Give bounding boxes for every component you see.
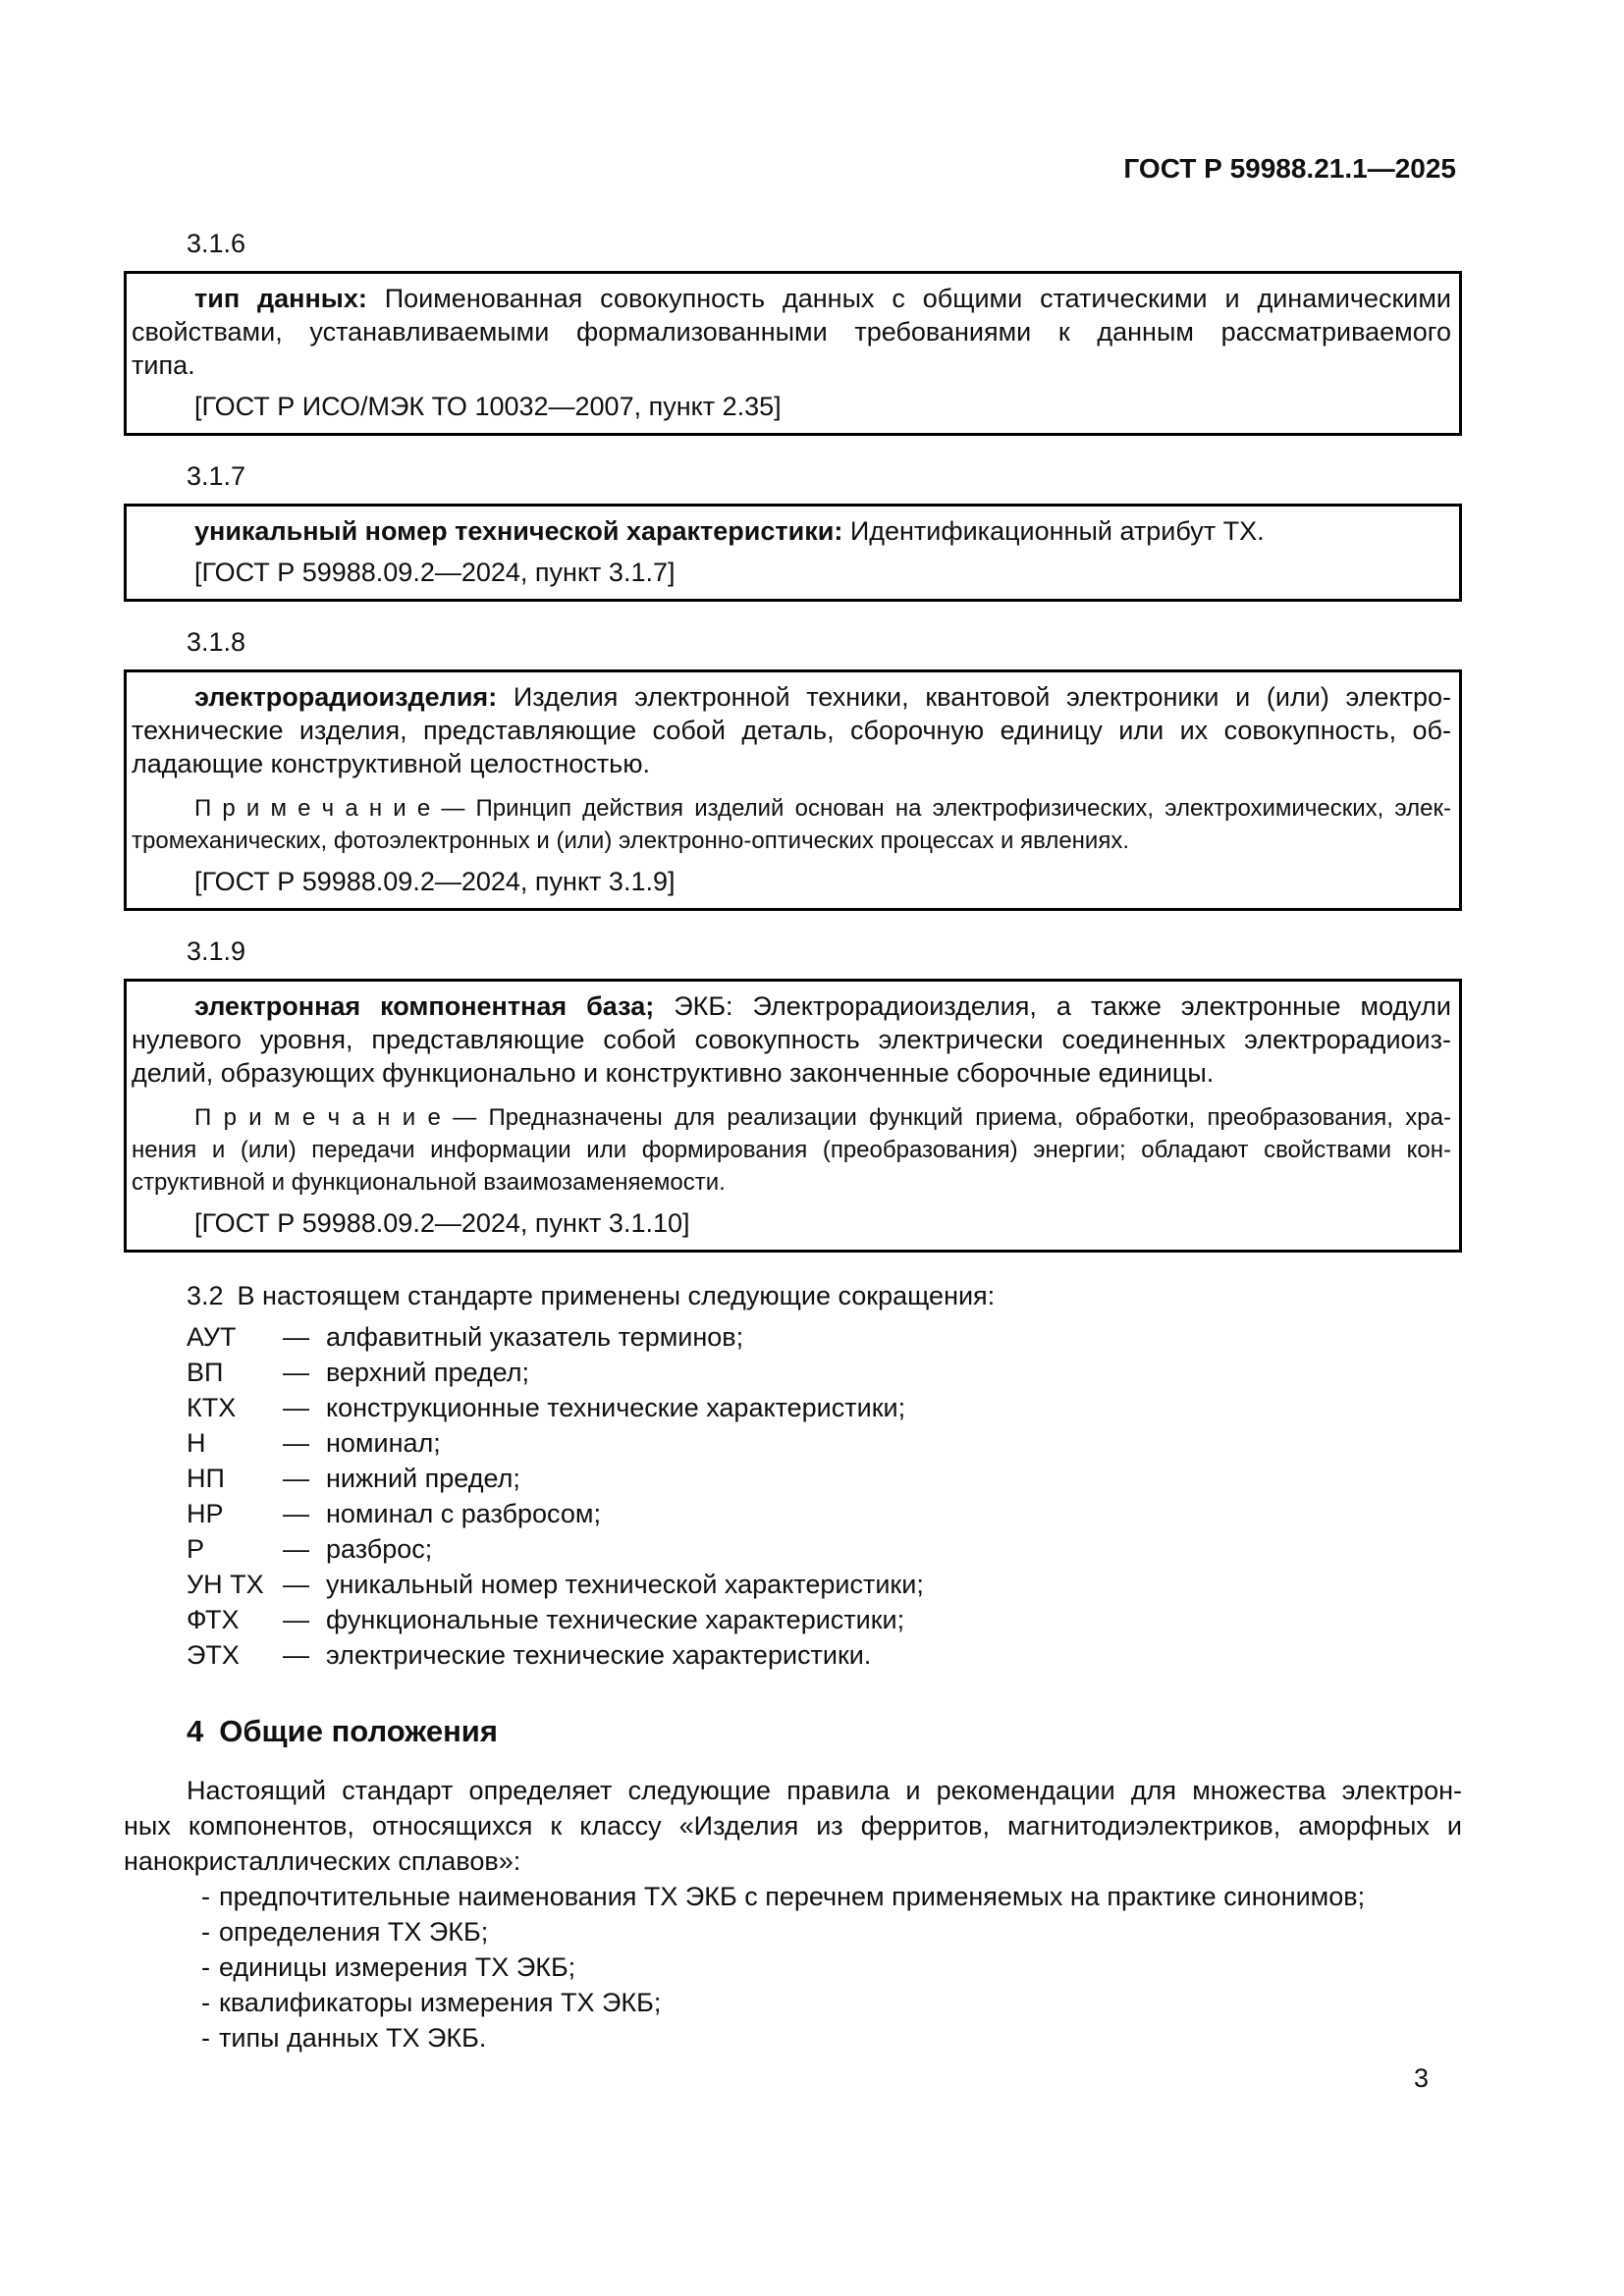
term-bold: электронная компонентная база;	[194, 991, 655, 1021]
term-bold: тип данных:	[194, 284, 367, 313]
note-line	[132, 792, 1451, 825]
abbreviation-term: Р	[187, 1534, 205, 1564]
abbreviation-definition: алфавитный указатель терминов;	[326, 1322, 744, 1352]
clause-number-3-1-6: 3.1.6	[187, 229, 246, 258]
definition-text: Изделия электронной техники, квантовой электроники и (или) электро-	[497, 682, 1451, 712]
list-item-text: определения ТХ ЭКБ;	[219, 1917, 489, 1947]
abbreviation-term: ВП	[187, 1358, 224, 1387]
clause-number-3-1-8: 3.1.8	[187, 627, 246, 657]
abbreviation-definition: нижний предел;	[326, 1464, 520, 1493]
section-4-paragraph	[124, 1773, 1462, 1879]
abbreviation-term: АУТ	[187, 1322, 237, 1352]
source-reference: [ГОСТ Р 59988.09.2—2024, пункт 3.1.9]	[194, 867, 676, 896]
abbreviation-row	[187, 1425, 1462, 1461]
abbreviation-term: НР	[187, 1499, 224, 1528]
definition-line: нулевого уровня, представляющие собой совокупность электрически соединенных электрорадиоиз-	[132, 1025, 1451, 1054]
definition-box-3-1-6	[124, 271, 1462, 436]
list-item	[201, 1985, 1462, 2020]
clause-number-3-1-9: 3.1.9	[187, 936, 246, 966]
document-code-header: ГОСТ Р 59988.21.1—2025	[1123, 153, 1456, 184]
list-item-text: единицы измерения ТХ ЭКБ;	[219, 1952, 576, 1982]
abbreviation-row	[187, 1637, 1462, 1673]
abbreviation-definition: верхний предел;	[326, 1358, 530, 1387]
list-bullet: -	[201, 1952, 210, 1982]
source-reference: [ГОСТ Р 59988.09.2—2024, пункт 3.1.7]	[194, 558, 676, 587]
abbreviation-term: Н	[187, 1428, 206, 1458]
definition-text: Идентификационный атрибут ТХ.	[842, 516, 1265, 546]
abbreviation-dash: —	[283, 1499, 309, 1528]
note-block	[132, 1101, 1451, 1199]
abbreviation-dash: —	[283, 1428, 309, 1458]
definition-line	[132, 989, 1451, 1023]
note-text: — Предназначены для реализации функций приема, обработки, преобразования, хра-	[440, 1104, 1451, 1131]
definition-text: ЭКБ: Электрорадиоизделия, а также электронные модули	[654, 991, 1451, 1021]
list-bullet: -	[201, 1882, 210, 1911]
abbreviation-term: УН ТХ	[187, 1570, 264, 1599]
abbreviation-dash: —	[283, 1605, 309, 1634]
abbreviation-row	[187, 1461, 1462, 1496]
note-line	[132, 1101, 1451, 1134]
definition-line	[132, 282, 1451, 315]
definition-line: делий, образующих функционально и конструктивно законченные сборочные единицы.	[132, 1058, 1215, 1088]
note-block	[132, 792, 1451, 857]
definition-box-3-1-8	[124, 669, 1462, 911]
list-item	[201, 2020, 1462, 2056]
abbreviation-term: КТХ	[187, 1393, 237, 1422]
abbreviation-dash: —	[283, 1640, 309, 1670]
source-reference: [ГОСТ Р 59988.09.2—2024, пункт 3.1.10]	[194, 1208, 690, 1238]
abbreviation-row	[187, 1602, 1462, 1637]
definition-line	[132, 680, 1451, 714]
list-item	[201, 1949, 1462, 1985]
list-item	[201, 1914, 1462, 1949]
abbreviation-term: ЭТХ	[187, 1640, 240, 1670]
definition-text: Поименованная совокупность данных с общими статическими и динамическими	[366, 284, 1451, 313]
abbreviation-definition: номинал с разбросом;	[326, 1499, 601, 1528]
list-bullet: -	[201, 2023, 210, 2053]
note-text: — Принцип действия изделий основан на электрофизических, электрохимических, элек-	[430, 795, 1451, 822]
list-item-text: типы данных ТХ ЭКБ.	[219, 2023, 487, 2053]
abbreviation-definition: уникальный номер технической характеристики;	[326, 1570, 924, 1599]
definition-line: технические изделия, представляющие собой деталь, сборочную единицу или их совокупность, об-	[132, 716, 1451, 745]
abbreviation-row	[187, 1496, 1462, 1531]
definition-box-3-1-9	[124, 979, 1462, 1253]
definition-line: типа.	[132, 350, 195, 380]
abbreviation-dash: —	[283, 1358, 309, 1387]
note-line: структивной и функциональной взаимозаменяемости.	[132, 1169, 726, 1196]
list-bullet: -	[201, 1917, 210, 1947]
abbreviation-row	[187, 1531, 1462, 1567]
section-4-heading	[187, 1712, 1462, 1751]
list-bullet: -	[201, 1988, 210, 2017]
abbreviation-dash: —	[283, 1534, 309, 1564]
definition-line: свойствами, устанавливаемыми формализованными требованиями к данным рассматриваемого	[132, 317, 1451, 347]
paragraph-line: Настоящий стандарт определяет следующие правила и рекомендации для множества электрон-	[187, 1776, 1462, 1805]
section-4-list	[124, 1879, 1462, 2056]
abbreviation-row	[187, 1390, 1462, 1425]
abbreviation-definition: разброс;	[326, 1534, 433, 1564]
clause-number-3-1-7: 3.1.7	[187, 461, 246, 491]
page-content	[124, 0, 1462, 2056]
note-label: П р и м е ч а н и е	[194, 795, 431, 822]
abbreviation-dash: —	[283, 1464, 309, 1493]
note-label: П р и м е ч а н и е	[194, 1104, 441, 1131]
abbreviation-list	[124, 1319, 1462, 1673]
term-bold: электрорадиоизделия:	[194, 682, 498, 712]
note-line: нения и (или) передачи информации или формирования (преобразования) энергии; обладают свойствами кон-	[132, 1137, 1451, 1163]
note-line: тромеханических, фотоэлектронных и (или) электронно-оптических процессах и явлениях.	[132, 828, 1129, 854]
abbreviation-dash: —	[283, 1393, 309, 1422]
abbreviation-row	[187, 1567, 1462, 1602]
abbreviation-term: НП	[187, 1464, 225, 1493]
abbreviation-row	[187, 1355, 1462, 1390]
term-bold: уникальный номер технической характеристики:	[194, 516, 843, 546]
abbreviation-row	[187, 1319, 1462, 1355]
abbreviation-definition: функциональные технические характеристики;	[326, 1605, 905, 1634]
section-4-title: Общие положения	[219, 1714, 498, 1748]
abbreviation-definition: электрические технические характеристики.	[326, 1640, 872, 1670]
clause-3-2-intro	[187, 1278, 1462, 1313]
source-reference: [ГОСТ Р ИСО/МЭК ТО 10032—2007, пункт 2.35]	[194, 392, 782, 421]
definition-line: ладающие конструктивной целостностью.	[132, 749, 650, 778]
definition-line	[132, 514, 1451, 548]
list-item	[201, 1879, 1462, 1914]
abbreviation-definition: номинал;	[326, 1428, 441, 1458]
abbreviation-dash: —	[283, 1322, 309, 1352]
list-item-text: предпочтительные наименования ТХ ЭКБ с перечнем применяемых на практике синонимов;	[219, 1882, 1366, 1911]
abbreviation-term: ФТХ	[187, 1605, 240, 1634]
list-item-text: квалификаторы измерения ТХ ЭКБ;	[219, 1988, 662, 2017]
page-number: 3	[1414, 2063, 1430, 2093]
abbreviation-definition: конструкционные технические характеристики;	[326, 1393, 906, 1422]
definition-box-3-1-7	[124, 504, 1462, 602]
section-4-number: 4	[187, 1714, 204, 1748]
clause-3-2-text: В настоящем стандарте применены следующие сокращения:	[237, 1281, 996, 1310]
paragraph-line: ных компонентов, относящихся к классу «Изделия из ферритов, магнитодиэлектриков, аморфных и	[124, 1811, 1462, 1841]
clause-number-3-2: 3.2	[187, 1281, 224, 1310]
paragraph-line: нанокристаллических сплавов»:	[124, 1846, 521, 1876]
abbreviation-dash: —	[283, 1570, 309, 1599]
